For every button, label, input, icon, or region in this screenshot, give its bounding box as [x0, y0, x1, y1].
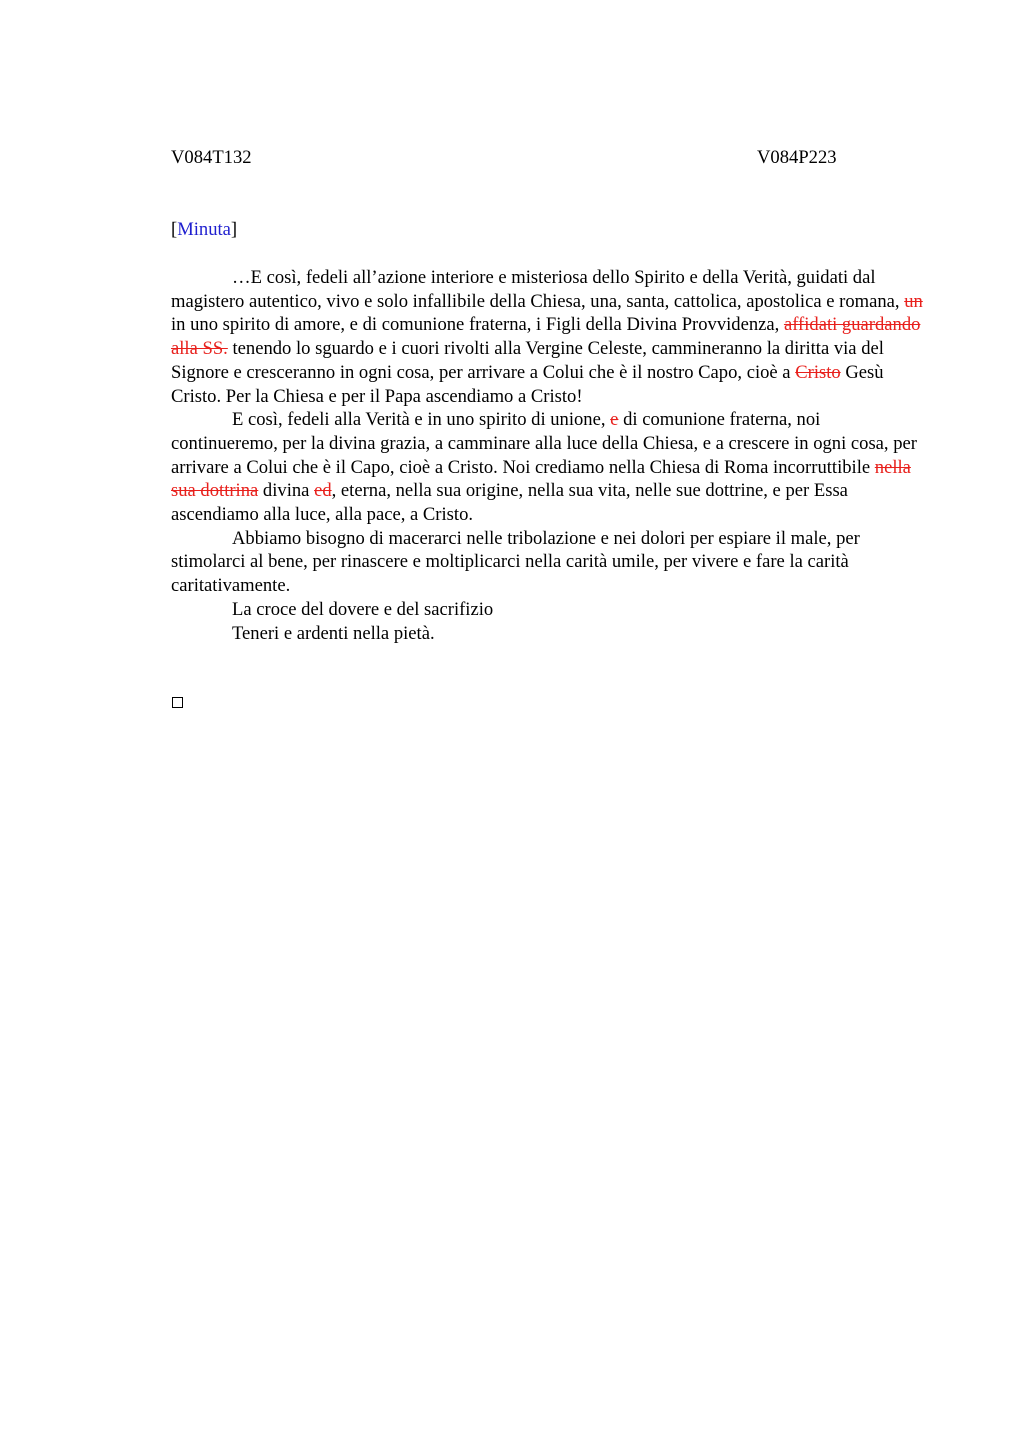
deleted-text: un	[904, 290, 923, 312]
deleted-text: ed	[314, 480, 332, 502]
end-marker-box	[172, 697, 183, 708]
minuta-label-line	[171, 218, 237, 242]
text-segment: E così, fedeli alla Verità e in uno spirito di unione,	[232, 409, 611, 431]
close-bracket: ]	[230, 219, 238, 240]
text-segment: divina	[258, 480, 315, 502]
deleted-text: nella sua dottrina	[171, 456, 911, 502]
header-right-code: V084P223	[757, 147, 837, 168]
paragraph-1	[171, 266, 927, 408]
text-segment: …E così, fedeli all’azione interiore e misteriosa dello Spirito e della Verità, guidati dal magistero autentico, vivo e solo infallibile della Chiesa, una, santa, cattolica, apostolica e romana,	[171, 267, 905, 312]
paragraph-3: Abbiamo bisogno di macerarci nelle tribolazione e nei dolori per espiare il male, per stimolarci al bene, per rinascere e moltiplicarci nella carità umile, per vivere e fare la carità caritativamente.	[171, 527, 860, 597]
header-left-code: V084T132	[171, 147, 252, 168]
deleted-text: affidati guardando alla SS.	[171, 314, 921, 360]
text-segment: Gesù Cristo. Per la Chiesa e per il Papa ascendiamo a Cristo!	[171, 361, 884, 407]
text-segment: di comunione fraterna, noi continueremo, per la divina grazia, a camminare alla luce della Chiesa, e a crescere in ogni cosa, per arrivare a Colui che è il Capo, cioè a Cristo. Noi crediamo nella Chiesa di Roma incorruttibile	[171, 409, 917, 478]
paragraph-4: La croce del dovere e del sacrifizio	[232, 598, 494, 620]
paragraph-5: Teneri e ardenti nella pietà.	[232, 622, 435, 644]
deleted-text: Cristo	[795, 361, 841, 383]
body-text	[171, 266, 927, 645]
text-segment: tenendo lo sguardo e i cuori rivolti alla Vergine Celeste, cammineranno la diritta via del Signore e cresceranno in ogni cosa, per arrivare a Colui che è il nostro Capo, cioè a	[171, 338, 884, 383]
deleted-text: e	[610, 409, 619, 431]
minuta-label: Minuta	[177, 219, 231, 240]
open-bracket: [	[171, 219, 178, 240]
text-segment: in uno spirito di amore, e di comunione fraterna, i Figli della Divina Provvidenza,	[171, 314, 784, 336]
paragraph-2	[171, 408, 927, 527]
text-segment: , eterna, nella sua origine, nella sua vita, nelle sue dottrine, e per Essa ascendiamo alla luce, alla pace, a Cristo.	[171, 480, 848, 526]
